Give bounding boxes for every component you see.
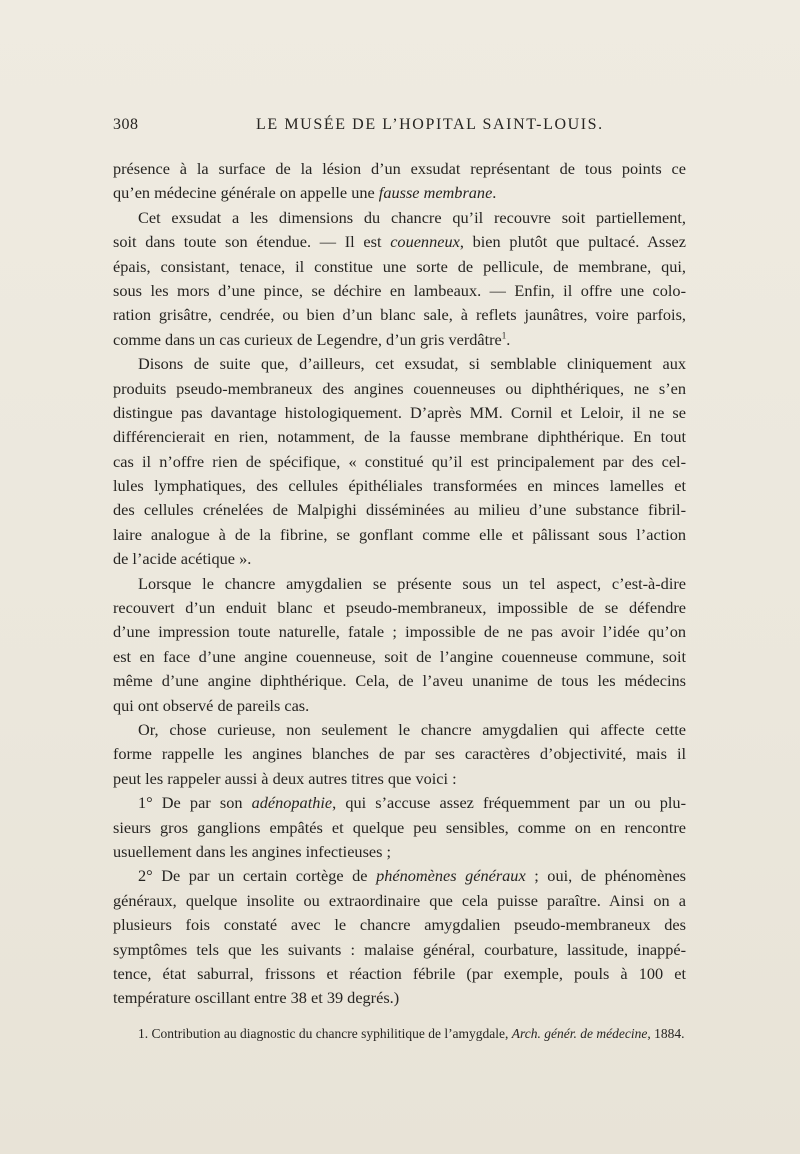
text-line: plusieurs fois constaté avec le chancre amygdalien pseudo-membraneux des: [113, 915, 686, 935]
text-line: tence, état saburral, frissons et réaction fébrile (par exemple, pouls à 100 et: [113, 963, 686, 983]
page-number: 308: [113, 116, 139, 133]
italic-term: fausse membrane: [378, 183, 493, 203]
text-line: produits pseudo-membraneux des angines couenneuses ou diphthériques, ne s’en: [113, 378, 686, 398]
text-line: lules lymphatiques, des cellules épithéliales transformées en minces lamelles et: [113, 476, 686, 496]
text-line: température oscillant entre 38 et 39 degrés.): [113, 988, 400, 1008]
journal-title: Arch. génér. de médecine: [511, 1026, 648, 1041]
text-line: présence à la surface de la lésion d’un exsudat représentant de tous points ce: [113, 159, 686, 178]
italic-term: adénopathie: [251, 793, 333, 813]
paragraph-start: Or, chose curieuse, non seulement le chancre amygdalien qui affecte cette: [138, 719, 686, 739]
footnote-marker: 1: [501, 330, 507, 341]
text-line: sieurs gros ganglions empâtés et quelque peu sensibles, comme on en rencontre: [113, 817, 686, 837]
text-line: symptômes tels que les suivants : malaise général, courbature, lassitude, inappé-: [113, 939, 686, 959]
paragraph-start: Disons de suite que, d’ailleurs, cet exsudat, si semblable cliniquement aux: [138, 354, 686, 374]
body-text: [113, 157, 686, 1011]
paragraph-start: Cet exsudat a les dimensions du chancre qu’il recouvre soit partiellement,: [138, 207, 686, 227]
paragraph-start: Lorsque le chancre amygdalien se présente sous un tel aspect, c’est-à-dire: [138, 573, 686, 593]
footnote: 1. Contribution au diagnostic du chancre syphilitique de l’amygdale, Arch. génér. de médecine, 1884.: [138, 1026, 685, 1041]
text-line: généraux, quelque insolite ou extraordinaire que cela puisse paraître. Ainsi on a: [113, 890, 686, 910]
text-line: qu’en médecine générale on appelle une fausse membrane.: [113, 183, 497, 203]
text-line: de l’acide acétique ».: [113, 549, 252, 569]
text-line: ration grisâtre, cendrée, ou bien d’un blanc sale, à reflets jaunâtres, voire parfois,: [113, 305, 686, 325]
text-line: des cellules crénelées de Malpighi disséminées au milieu d’une substance fibril-: [113, 500, 686, 520]
running-title: LE MUSÉE DE L’HOPITAL SAINT-LOUIS.: [256, 116, 604, 133]
text-line: soit dans toute son étendue. — Il est couenneux, bien plutôt que pultacé. Assez: [113, 232, 687, 252]
text-line: est en face d’une angine couenneuse, soit de l’angine couenneuse commune, soit: [113, 646, 686, 666]
list-item-start: 1° De par son adénopathie, qui s’accuse assez fréquemment par un ou plu-: [138, 793, 686, 813]
text-line: épais, consistant, tenace, il constitue une sorte de pellicule, de membrane, qui,: [113, 256, 686, 276]
text-line: distingue pas davantage histologiquement. D’après MM. Cornil et Leloir, il ne se: [113, 402, 686, 422]
text-line: recouvert d’un enduit blanc et pseudo-membraneux, impossible de se défendre: [113, 598, 686, 618]
list-item-start: 2° De par un certain cortège de phénomènes généraux ; oui, de phénomènes: [138, 866, 687, 886]
italic-term: phénomènes généraux: [376, 866, 526, 886]
page-header: [113, 116, 686, 140]
text-line: même d’une angine diphthérique. Cela, de l’aveu unanime de tous les médecins: [113, 671, 686, 691]
text-line: sous les mors d’une pince, se déchire en lambeaux. — Enfin, il offre une colo-: [113, 280, 686, 300]
text-line: différencierait en rien, notamment, de la fausse membrane diphthérique. En tout: [113, 427, 686, 447]
text-line: d’une impression toute naturelle, fatale ; impossible de ne pas avoir l’idée qu’on: [113, 622, 686, 642]
text-line: cas il n’offre rien de spécifique, « constitué qu’il est principalement par des cel-: [113, 451, 686, 471]
text-line: comme dans un cas curieux de Legendre, d’un gris verdâtre$^1$.: [113, 329, 511, 349]
text-line: forme rappelle les angines blanches de par ses caractères d’objectivité, mais il: [113, 744, 686, 764]
text-line: laire analogue à de la fibrine, se gonflant comme elle et pâlissant sous l’action: [113, 524, 686, 544]
text-line: peut les rappeler aussi à deux autres titres que voici :: [113, 768, 457, 788]
italic-term: couenneux: [390, 232, 460, 252]
text-line: usuellement dans les angines infectieuses ;: [113, 841, 392, 861]
text-line: qui ont observé de pareils cas.: [113, 695, 310, 715]
